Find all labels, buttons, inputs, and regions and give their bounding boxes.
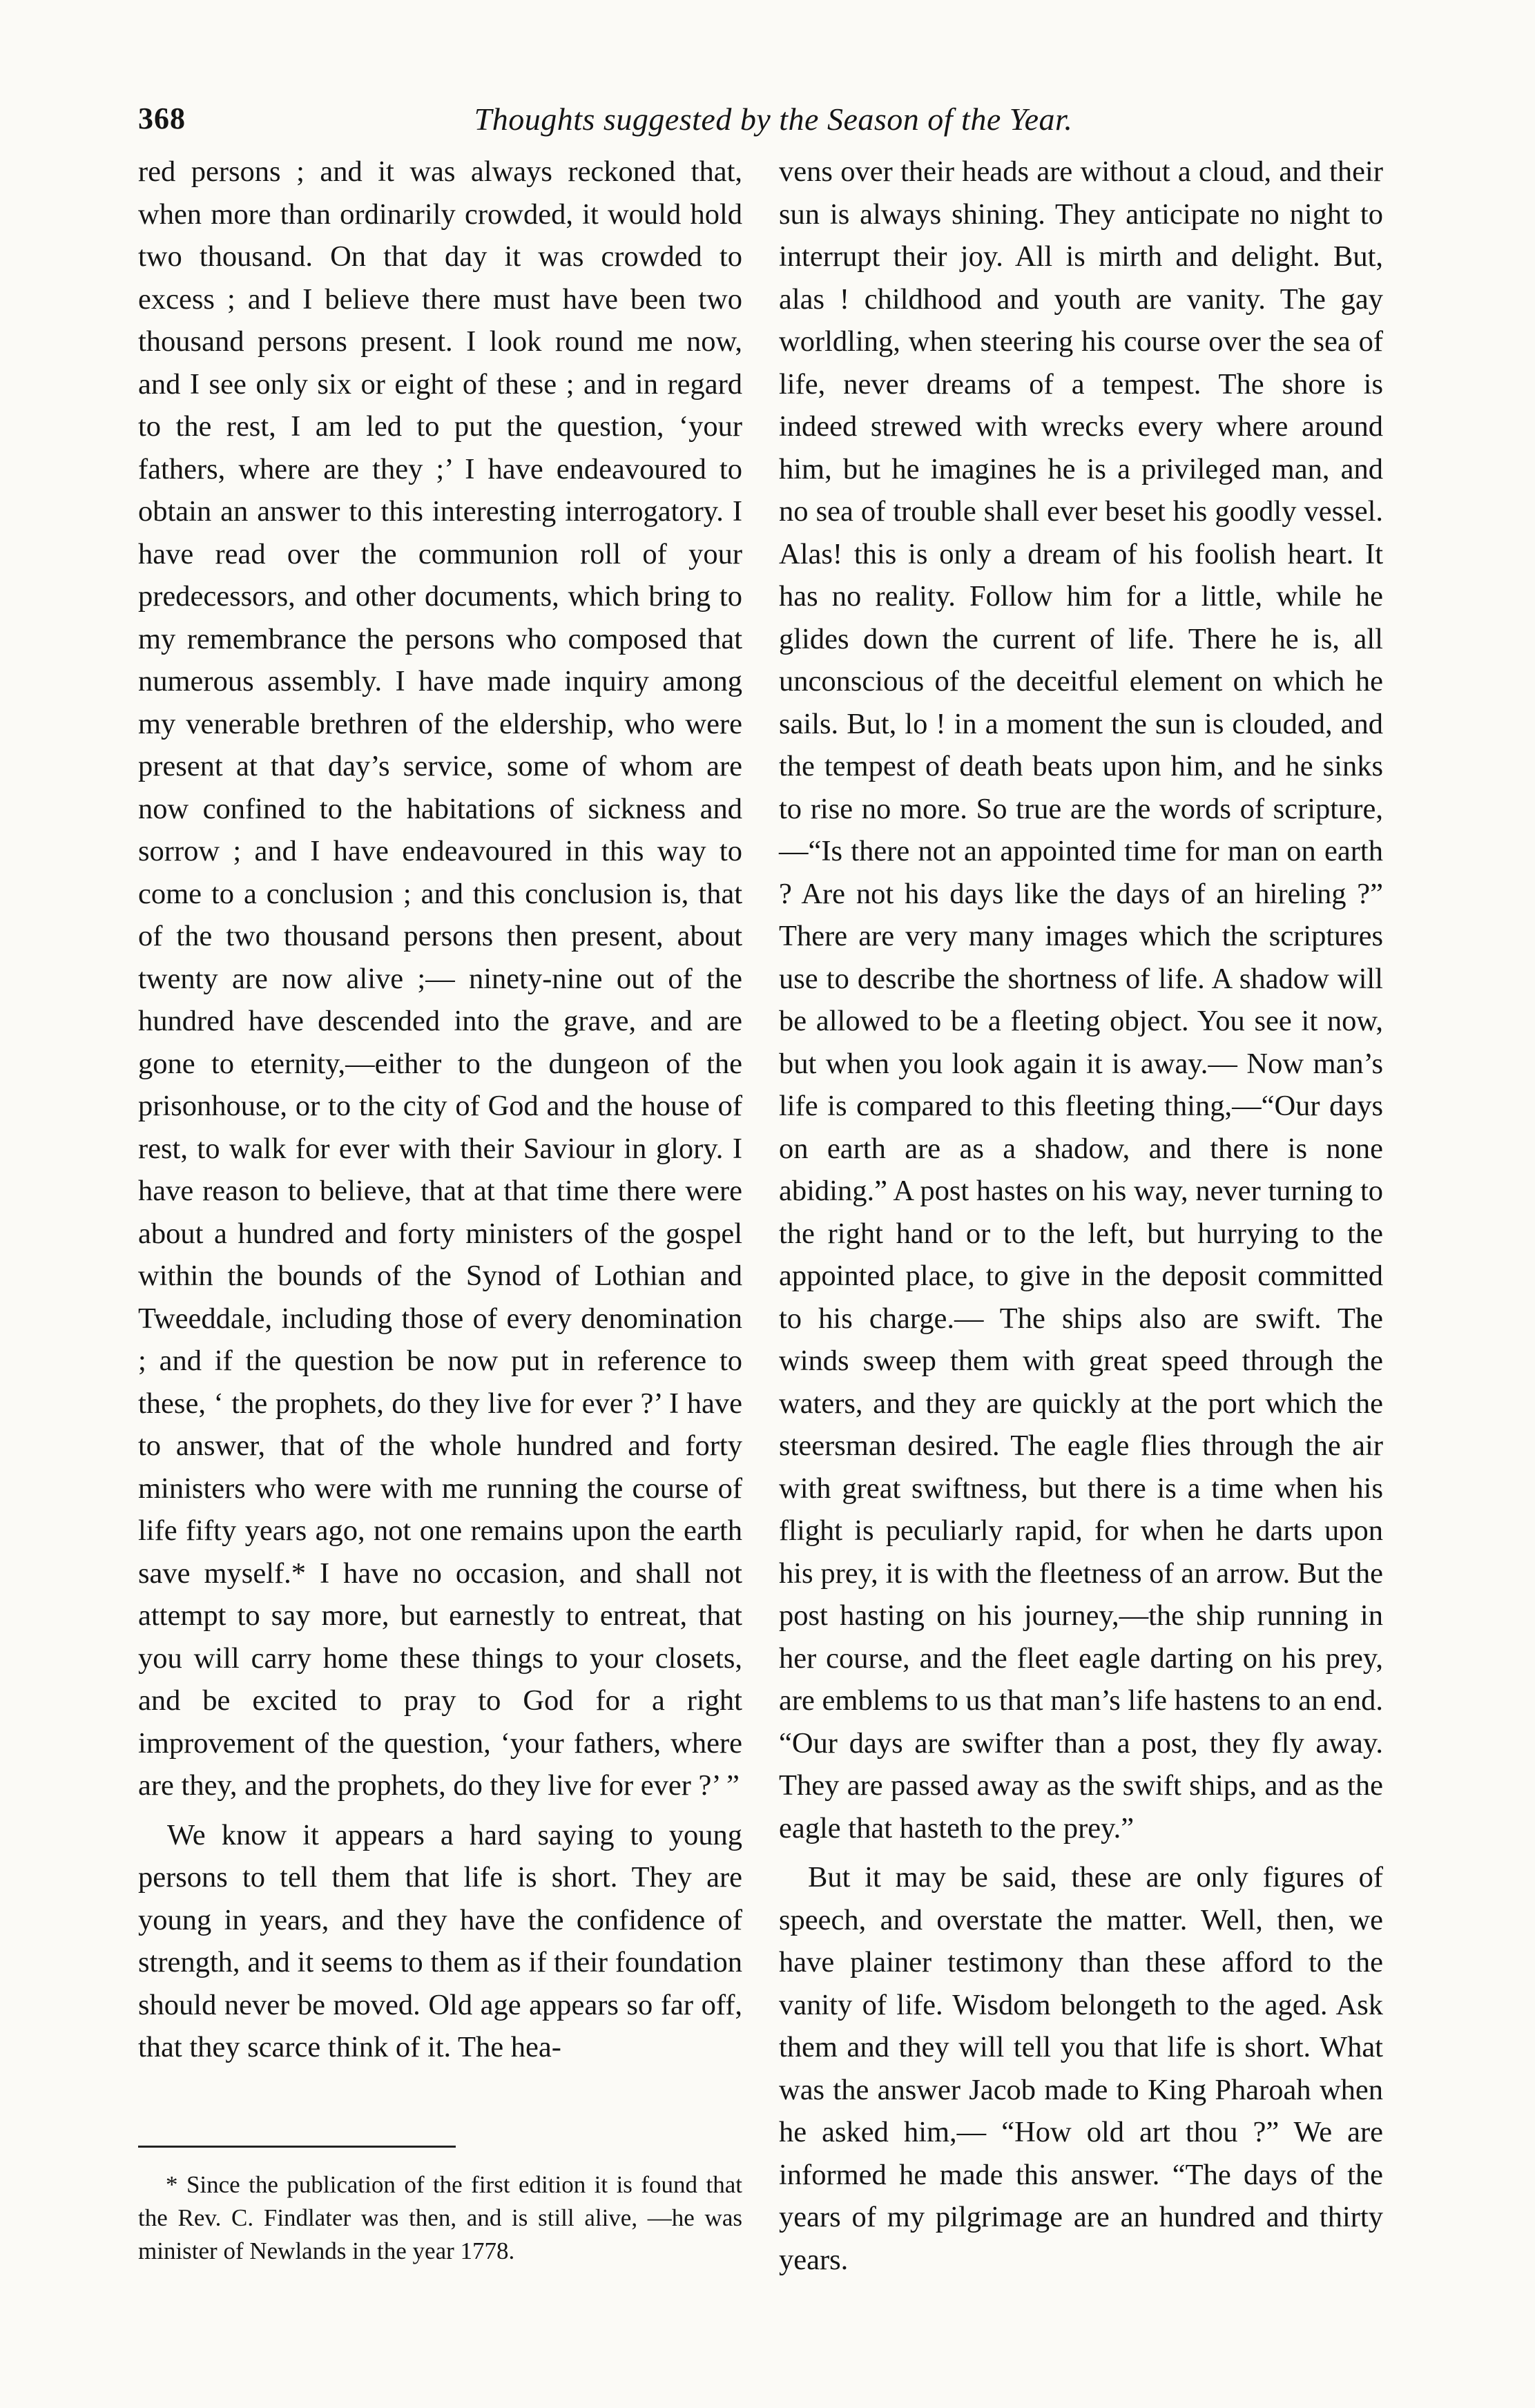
footnote-divider [138,2146,456,2148]
left-column [138,151,742,2069]
right-paragraph-2: But it may be said, these are only figures of speech, and overstate the matter. Well, then, we have plainer testimony than these afford to the vanity of life. Wisdom belongeth to the aged. Ask them and they will tell you that life is short. What was the answer Jacob made to King Pharoah when he asked him,— “How old art thou ?” We are informed he made this answer. “The days of the years of my pilgrimage are an hundred and thirty years. [779,1861,1383,2276]
right-column [779,151,1383,2281]
left-paragraph-2: We know it appears a hard saying to young persons to tell them that life is short. They are young in years, and they have the confidence of strength, and it seems to them as if their foundation should never be moved. Old age appears so far off, that they scarce think of it. The hea- [138,1818,742,2063]
running-title: Thoughts suggested by the Season of the Year. [474,102,1073,137]
footnote-text: * Since the publication of the first edition it is found that the Rev. C. Findlater was then, and is still alive, —he was minister of Newlands in the year 1778. [138,2171,742,2264]
page-number: 368 [138,102,186,135]
left-paragraph-continued: red persons ; and it was always reckoned that, when more than ordinarily crowded, it would hold two thousand. On that day it was crowded to excess ; and I believe there must have been two thousand persons present. I look round me now, and I see only six or eight of these ; and in regard to the rest, I am led to put the question, ‘your fathers, where are they ;’ I have endeavoured to obtain an answer to this interesting interrogatory. I have read over the communion roll of your predecessors, and other documents, which bring to my remembrance the persons who composed that numerous assembly. I have made inquiry among my venerable brethren of the eldership, who were present at that day’s service, some of whom are now confined to the habitations of sickness and sorrow ; and I have endeavoured in this way to come to a conclusion ; and this conclusion is, that of the two thousand persons then present, about twenty are now alive ;— ninety-nine out of the hundred have descended into the grave, and are gone to eternity,—either to the dungeon of the prisonhouse, or to the city of God and the house of rest, to walk for ever with their Saviour in glory. I have reason to believe, that at that time there were about a hundred and forty ministers of the gospel within the bounds of the Synod of Lothian and Tweeddale, including those of every denomination ; and if the question be now put in reference to these, ‘ the prophets, do they live for ever ?’ I have to answer, that of the whole hundred and forty ministers who were with me running the course of life fifty years ago, not one remains upon the earth save myself.* I have no occasion, and shall not attempt to say more, but earnestly to entreat, that you will carry home these things to your closets, and be excited to pray to God for a right improvement of the question, ‘your fathers, where are they, and the prophets, do they live for ever ?’ ” [138,155,742,1802]
right-paragraph-continued: vens over their heads are without a cloud, and their sun is always shining. They anticipate no night to interrupt their joy. All is mirth and delight. But, alas ! childhood and youth are vanity. The gay worldling, when steering his course over the sea of life, never dreams of a tempest. The shore is indeed strewed with wrecks every where around him, but he imagines he is a privileged man, and no sea of trouble shall ever beset his goodly vessel. Alas! this is only a dream of his foolish heart. It has no reality. Follow him for a little, while he glides down the current of life. There he is, all unconscious of the deceitful element on which he sails. But, lo ! in a moment the sun is clouded, and the tempest of death beats upon him, and he sinks to rise no more. So true are the words of scripture,—“Is there not an appointed time for man on earth ? Are not his days like the days of an hireling ?” There are very many images which the scriptures use to describe the shortness of life. A shadow will be allowed to be a fleeting object. You see it now, but when you look again it is away.— Now man’s life is compared to this fleeting thing,—“Our days on earth are as a shadow, and there is none abiding.” A post hastes on his way, never turning to the right hand or to the left, but hurrying to the appointed place, to give in the deposit committed to his charge.— The ships also are swift. The winds sweep them with great speed through the waters, and they are quickly at the port which the steersman desired. The eagle flies through the air with great swiftness, but there is a time when his flight is peculiarly rapid, for when he darts upon his prey, it is with the fleetness of an arrow. But the post hasting on his journey,—the ship running in her course, and the fleet eagle darting on his prey, are emblems to us that man’s life hastens to an end. “Our days are swifter than a post, they fly away. They are passed away as the swift ships, and as the eagle that hasteth to the prey.” [779,155,1383,1844]
footnote [138,2168,742,2268]
page-header [138,101,1409,149]
